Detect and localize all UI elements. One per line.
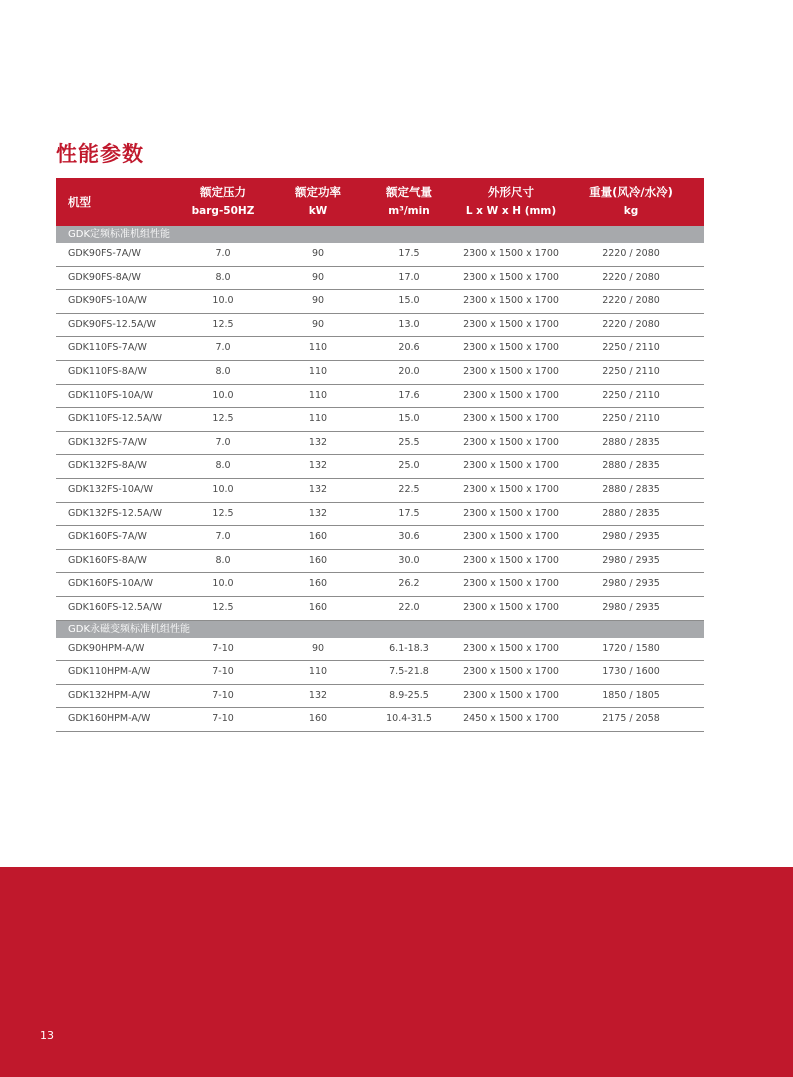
- cell-flow: 22.5: [398, 483, 420, 495]
- cell-flow: 7.5-21.8: [389, 666, 429, 678]
- cell-model: GDK110FS-12.5A/W: [68, 413, 163, 425]
- cell-dimensions: 2300 x 1500 x 1700: [463, 413, 559, 425]
- header-dimensions-label: 外形尺寸: [488, 185, 534, 199]
- cell-model: GDK160FS-10A/W: [68, 578, 153, 590]
- table-row: [56, 661, 704, 685]
- cell-dimensions: 2300 x 1500 x 1700: [463, 578, 559, 590]
- header-weight-unit: kg: [623, 205, 639, 217]
- cell-flow: 6.1-18.3: [389, 642, 429, 654]
- cell-weight: 2880 / 2835: [602, 460, 660, 472]
- cell-pressure: 7-10: [212, 666, 234, 678]
- header-dimensions: [451, 178, 571, 226]
- cell-dimensions: 2300 x 1500 x 1700: [463, 460, 559, 472]
- header-pressure-unit: barg-50HZ: [191, 205, 255, 217]
- cell-model: GDK132FS-8A/W: [68, 460, 147, 472]
- group-title-row: GDK定频标准机组性能: [56, 226, 704, 243]
- cell-power: 110: [308, 666, 328, 678]
- cell-dimensions: 2300 x 1500 x 1700: [463, 483, 559, 495]
- cell-weight: 2250 / 2110: [602, 413, 660, 425]
- cell-pressure: 10.0: [212, 389, 234, 401]
- footer-band: [0, 867, 793, 1077]
- table-row: [56, 479, 704, 503]
- cell-pressure: 12.5: [212, 318, 234, 330]
- cell-pressure: 8.0: [215, 460, 231, 472]
- cell-model: GDK90FS-7A/W: [68, 248, 141, 259]
- cell-weight: 2250 / 2110: [602, 342, 660, 354]
- cell-flow: 20.6: [398, 342, 420, 354]
- cell-power: 132: [308, 483, 328, 495]
- table-row: [56, 455, 704, 479]
- cell-dimensions: 2300 x 1500 x 1700: [463, 248, 559, 259]
- cell-model: GDK132FS-7A/W: [68, 436, 147, 448]
- cell-pressure: 7-10: [212, 642, 234, 654]
- cell-dimensions: 2300 x 1500 x 1700: [463, 295, 559, 307]
- cell-weight: 2980 / 2935: [602, 554, 660, 566]
- cell-dimensions: 2300 x 1500 x 1700: [463, 507, 559, 519]
- cell-dimensions: 2300 x 1500 x 1700: [463, 436, 559, 448]
- header-dimensions-unit: L x W x H (mm): [465, 205, 557, 217]
- cell-pressure: 7-10: [212, 713, 234, 725]
- cell-flow: 25.5: [398, 436, 420, 448]
- cell-weight: 2980 / 2935: [602, 531, 660, 543]
- cell-power: 132: [308, 507, 328, 519]
- cell-flow: 30.6: [398, 531, 420, 543]
- table-row: [56, 243, 704, 267]
- header-flow-label: 额定气量: [386, 185, 432, 199]
- header-weight-label: 重量(风冷/水冷): [589, 185, 673, 199]
- cell-model: GDK90FS-12.5A/W: [68, 318, 156, 330]
- cell-weight: 2220 / 2080: [602, 318, 660, 330]
- cell-flow: 17.0: [398, 271, 420, 283]
- cell-power: 110: [308, 365, 328, 377]
- table-row: [56, 597, 704, 621]
- table-row: [56, 314, 704, 338]
- cell-flow: 17.6: [398, 389, 420, 401]
- cell-model: GDK160FS-12.5A/W: [68, 601, 163, 613]
- cell-pressure: 10.0: [212, 483, 234, 495]
- cell-model: GDK90FS-8A/W: [68, 271, 141, 283]
- cell-dimensions: 2300 x 1500 x 1700: [463, 342, 559, 354]
- table-row: [56, 408, 704, 432]
- cell-weight: 2220 / 2080: [602, 295, 660, 307]
- header-model-label: 机型: [68, 194, 91, 209]
- cell-weight: 2250 / 2110: [602, 365, 660, 377]
- cell-weight: 2980 / 2935: [602, 578, 660, 590]
- cell-power: 160: [308, 601, 328, 613]
- cell-power: 90: [311, 248, 325, 259]
- cell-model: GDK160FS-7A/W: [68, 531, 147, 543]
- cell-model: GDK110FS-8A/W: [68, 365, 147, 377]
- header-power: [283, 178, 353, 226]
- cell-flow: 17.5: [398, 248, 420, 259]
- cell-flow: 22.0: [398, 601, 420, 613]
- page-title: 性能参数: [56, 142, 144, 166]
- cell-dimensions: 2300 x 1500 x 1700: [463, 365, 559, 377]
- cell-power: 90: [311, 318, 325, 330]
- table-row: [56, 432, 704, 456]
- cell-model: GDK160HPM-A/W: [68, 713, 151, 725]
- cell-dimensions: 2300 x 1500 x 1700: [463, 271, 559, 283]
- cell-flow: 10.4-31.5: [386, 713, 432, 725]
- header-power-unit: kW: [308, 205, 328, 217]
- cell-power: 90: [311, 271, 325, 283]
- cell-power: 160: [308, 554, 328, 566]
- cell-model: GDK160FS-8A/W: [68, 554, 147, 566]
- table-row: [56, 337, 704, 361]
- cell-model: GDK110FS-7A/W: [68, 342, 147, 354]
- cell-model: GDK132HPM-A/W: [68, 689, 151, 701]
- cell-flow: 30.0: [398, 554, 420, 566]
- table-row: [56, 361, 704, 385]
- header-pressure-label: 额定压力: [200, 185, 246, 199]
- cell-weight: 1730 / 1600: [602, 666, 660, 678]
- cell-weight: 2250 / 2110: [602, 389, 660, 401]
- group-title-row: GDK永磁变频标准机组性能: [56, 621, 704, 638]
- table-row: [56, 685, 704, 709]
- cell-flow: 13.0: [398, 318, 420, 330]
- cell-pressure: 7.0: [215, 436, 231, 448]
- cell-model: GDK110FS-10A/W: [68, 389, 153, 401]
- header-model: [68, 178, 91, 226]
- cell-weight: 2880 / 2835: [602, 436, 660, 448]
- cell-dimensions: 2300 x 1500 x 1700: [463, 601, 559, 613]
- cell-power: 110: [308, 413, 328, 425]
- performance-table: [56, 178, 704, 732]
- cell-power: 160: [308, 713, 328, 725]
- cell-dimensions: 2450 x 1500 x 1700: [463, 713, 559, 725]
- cell-dimensions: 2300 x 1500 x 1700: [463, 531, 559, 543]
- cell-model: GDK90HPM-A/W: [68, 642, 145, 654]
- table-body: [56, 226, 704, 732]
- cell-pressure: 7.0: [215, 248, 231, 259]
- header-weight: [576, 178, 686, 226]
- cell-flow: 15.0: [398, 295, 420, 307]
- cell-weight: 2220 / 2080: [602, 271, 660, 283]
- cell-power: 132: [308, 460, 328, 472]
- cell-flow: 25.0: [398, 460, 420, 472]
- cell-power: 160: [308, 531, 328, 543]
- cell-pressure: 7.0: [215, 531, 231, 543]
- cell-power: 90: [311, 642, 325, 654]
- table-header: [56, 178, 704, 226]
- cell-power: 132: [308, 436, 328, 448]
- cell-flow: 8.9-25.5: [389, 689, 429, 701]
- header-flow: [374, 178, 444, 226]
- cell-model: GDK132FS-12.5A/W: [68, 507, 163, 519]
- cell-weight: 2220 / 2080: [602, 248, 660, 259]
- cell-pressure: 8.0: [215, 271, 231, 283]
- cell-flow: 26.2: [398, 578, 420, 590]
- cell-dimensions: 2300 x 1500 x 1700: [463, 554, 559, 566]
- cell-power: 110: [308, 389, 328, 401]
- cell-pressure: 12.5: [212, 507, 234, 519]
- cell-weight: 2175 / 2058: [602, 713, 660, 725]
- cell-flow: 17.5: [398, 507, 420, 519]
- cell-weight: 2880 / 2835: [602, 483, 660, 495]
- header-power-label: 额定功率: [295, 185, 341, 199]
- cell-pressure: 12.5: [212, 413, 234, 425]
- cell-flow: 15.0: [398, 413, 420, 425]
- cell-weight: 2880 / 2835: [602, 507, 660, 519]
- table-row: [56, 526, 704, 550]
- cell-power: 90: [311, 295, 325, 307]
- table-row: [56, 290, 704, 314]
- cell-model: GDK90FS-10A/W: [68, 295, 147, 307]
- cell-power: 110: [308, 342, 328, 354]
- cell-flow: 20.0: [398, 365, 420, 377]
- table-row: [56, 573, 704, 597]
- cell-power: 132: [308, 689, 328, 701]
- page-number: 13: [40, 1029, 54, 1042]
- cell-model: GDK132FS-10A/W: [68, 483, 153, 495]
- cell-weight: 1850 / 1805: [602, 689, 660, 701]
- cell-pressure: 8.0: [215, 365, 231, 377]
- cell-pressure: 10.0: [212, 578, 234, 590]
- table-row: [56, 708, 704, 732]
- cell-dimensions: 2300 x 1500 x 1700: [463, 318, 559, 330]
- table-row: [56, 638, 704, 662]
- cell-pressure: 8.0: [215, 554, 231, 566]
- cell-dimensions: 2300 x 1500 x 1700: [463, 689, 559, 701]
- cell-dimensions: 2300 x 1500 x 1700: [463, 642, 559, 654]
- header-flow-unit: m³/min: [388, 205, 430, 217]
- cell-dimensions: 2300 x 1500 x 1700: [463, 666, 559, 678]
- cell-pressure: 10.0: [212, 295, 234, 307]
- table-row: [56, 503, 704, 527]
- cell-pressure: 7-10: [212, 689, 234, 701]
- table-row: [56, 550, 704, 574]
- cell-weight: 2980 / 2935: [602, 601, 660, 613]
- cell-pressure: 12.5: [212, 601, 234, 613]
- cell-pressure: 7.0: [215, 342, 231, 354]
- header-pressure: [188, 178, 258, 226]
- table-row: [56, 267, 704, 291]
- table-row: [56, 385, 704, 409]
- cell-dimensions: 2300 x 1500 x 1700: [463, 389, 559, 401]
- cell-power: 160: [308, 578, 328, 590]
- cell-model: GDK110HPM-A/W: [68, 666, 151, 678]
- cell-weight: 1720 / 1580: [602, 642, 660, 654]
